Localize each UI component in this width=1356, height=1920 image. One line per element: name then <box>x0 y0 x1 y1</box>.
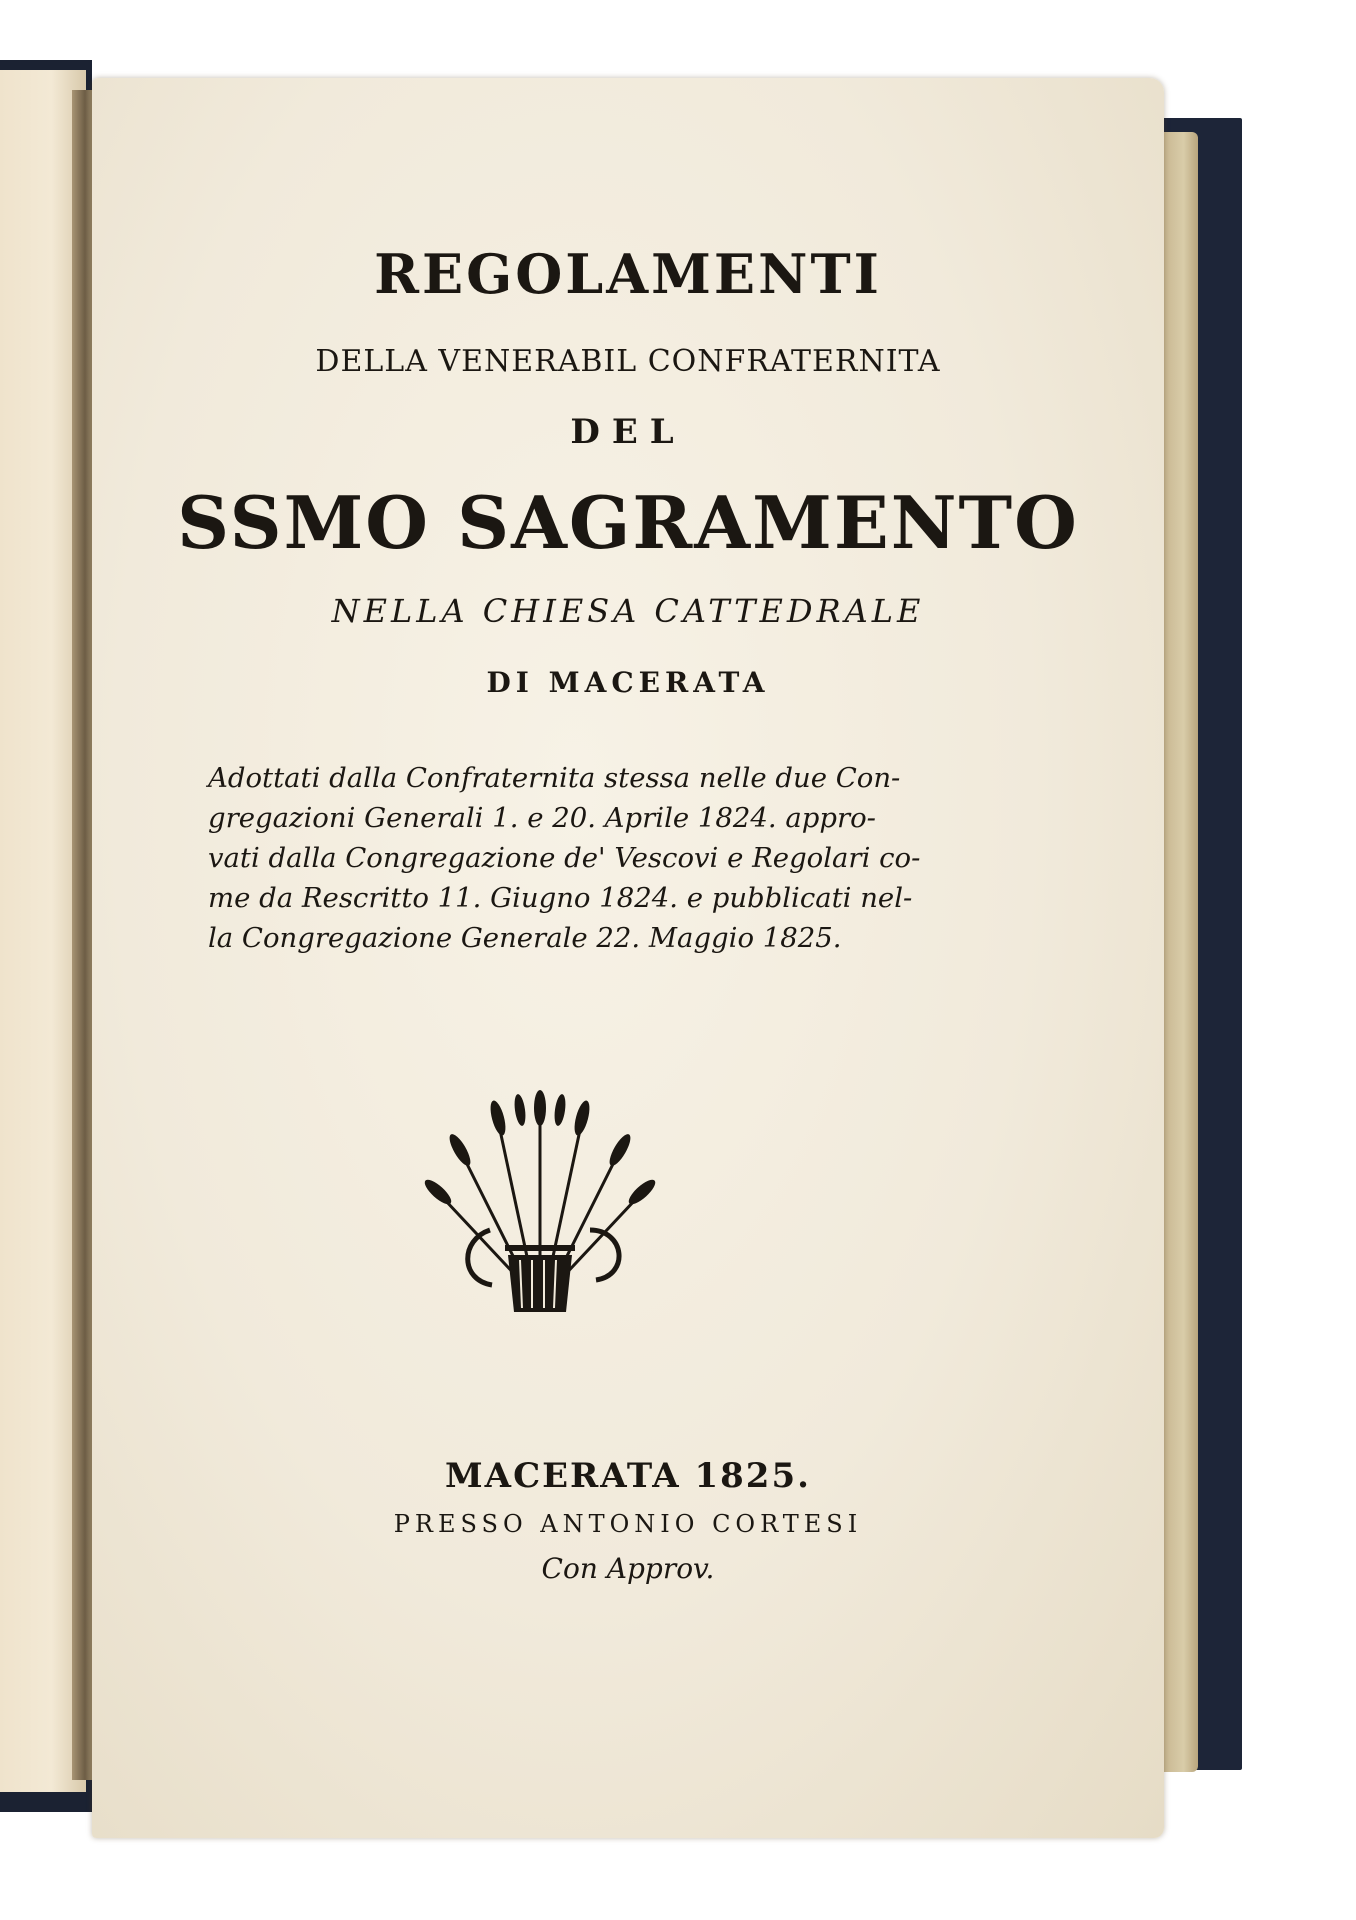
description-paragraph <box>208 758 968 958</box>
subtitle-confraternity: DELLA VENERABIL CONFRATERNITA <box>315 344 941 379</box>
imprint-place-year: MACERATA 1825. <box>445 1456 811 1496</box>
subtitle-church: NELLA CHIESA CATTEDRALE <box>331 592 925 630</box>
book-title: REGOLAMENTI <box>374 242 882 306</box>
subtitle-sacrament: SSMO SAGRAMENTO <box>177 480 1079 565</box>
imprint-printer: PRESSO ANTONIO CORTESI <box>393 1510 863 1538</box>
description-line: me da Rescritto 11. Giugno 1824. e pubblicati nel- <box>208 882 913 914</box>
wheat-sheaf-with-sickles-icon <box>420 1080 660 1320</box>
subtitle-city: DI MACERATA <box>486 666 770 699</box>
description-line: la Congregazione Generale 22. Maggio 1825. <box>208 922 842 954</box>
description-line: gregazioni Generali 1. e 20. Aprile 1824. appro- <box>208 802 876 834</box>
description-line: vati dalla Congregazione de' Vescovi e Regolari co- <box>208 842 921 874</box>
subtitle-del: DEL <box>570 412 686 452</box>
imprint-approval: Con Approv. <box>541 1552 715 1585</box>
description-line: Adottati dalla Confraternita stessa nelle due Con- <box>208 762 901 794</box>
